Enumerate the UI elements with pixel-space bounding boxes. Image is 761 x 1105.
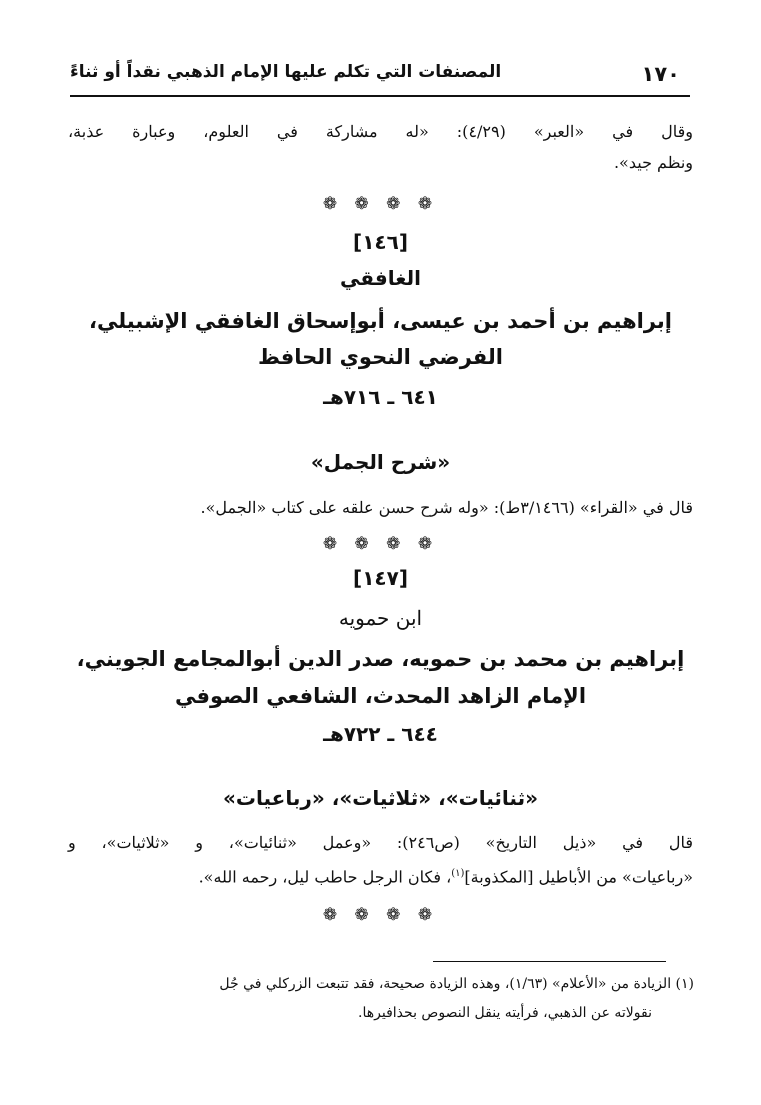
entry-number: [١٤٦] [353,230,408,254]
entry-dates: ٦٤١ ـ ٧١٦هـ [323,385,438,409]
quote-text: «رباعيات» من الأباطيل [المكذوبة] [464,867,693,887]
quote-text: ، فكان الرجل حاطب ليل، رحمه الله». [198,867,452,887]
entry-name: إبراهيم بن أحمد بن عيسى، أبوإسحاق الغافقي الإشبيلي، [89,309,672,333]
section-separator: ❁ ❁ ❁ ❁ [322,534,439,554]
footnote-marker[interactable]: (١) [451,868,465,879]
entry-number: [١٤٧] [353,566,408,590]
intro-paragraph [68,116,693,178]
page-number: ١٧٠ [641,62,680,86]
entry-name: الفرضي النحوي الحافظ [258,345,503,369]
quote-paragraph [68,827,693,892]
footnote-line: نقولاته عن الذهبي، فرأيته ينقل النصوص بحذافيرها. [358,1005,652,1021]
footnote-rule [433,961,666,962]
quote-line: قال في «القراء» (٣/١٤٦٦ط): «وله شرح حسن علقه على كتاب «الجمل». [200,498,693,517]
section-separator: ❁ ❁ ❁ ❁ [322,905,439,925]
footnote [68,970,694,1028]
quote-paragraph [68,492,693,523]
running-title: المصنفات التي تكلم عليها الإمام الذهبي نقداً أو ثناءً [70,62,502,82]
work-title: «ثنائيات»، «ثلاثيات»، «رباعيات» [222,786,539,810]
entry-dates: ٦٤٤ ـ ٧٢٢هـ [323,722,438,746]
quote-line [68,858,693,892]
quote-line: قال في «ذيل التاريخ» (ص٢٤٦): «وعمل «ثنائيات»، و «ثلاثيات»، و [68,833,693,852]
entry-title: ابن حمويه [338,606,423,630]
section-separator: ❁ ❁ ❁ ❁ [322,194,439,214]
footnote-line: (١) الزيادة من «الأعلام» (١/٦٣)، وهذه الزيادة صحيحة، فقد تتبعت الزركلي في جُل [219,976,694,992]
entry-name: إبراهيم بن محمد بن حمويه، صدر الدين أبوالمجامع الجويني، [76,647,685,671]
intro-line: وقال في «العبر» (٤/٢٩): «له مشاركة في العلوم، وعبارة عذبة، [68,122,693,141]
entry-name: الإمام الزاهد المحدث، الشافعي الصوفي [174,684,587,708]
header-rule [70,95,690,97]
work-title: «شرح الجمل» [310,450,451,474]
running-header [70,58,690,92]
intro-line: ونظم جيد». [613,153,693,172]
entry-title: الغافقي [340,266,421,290]
